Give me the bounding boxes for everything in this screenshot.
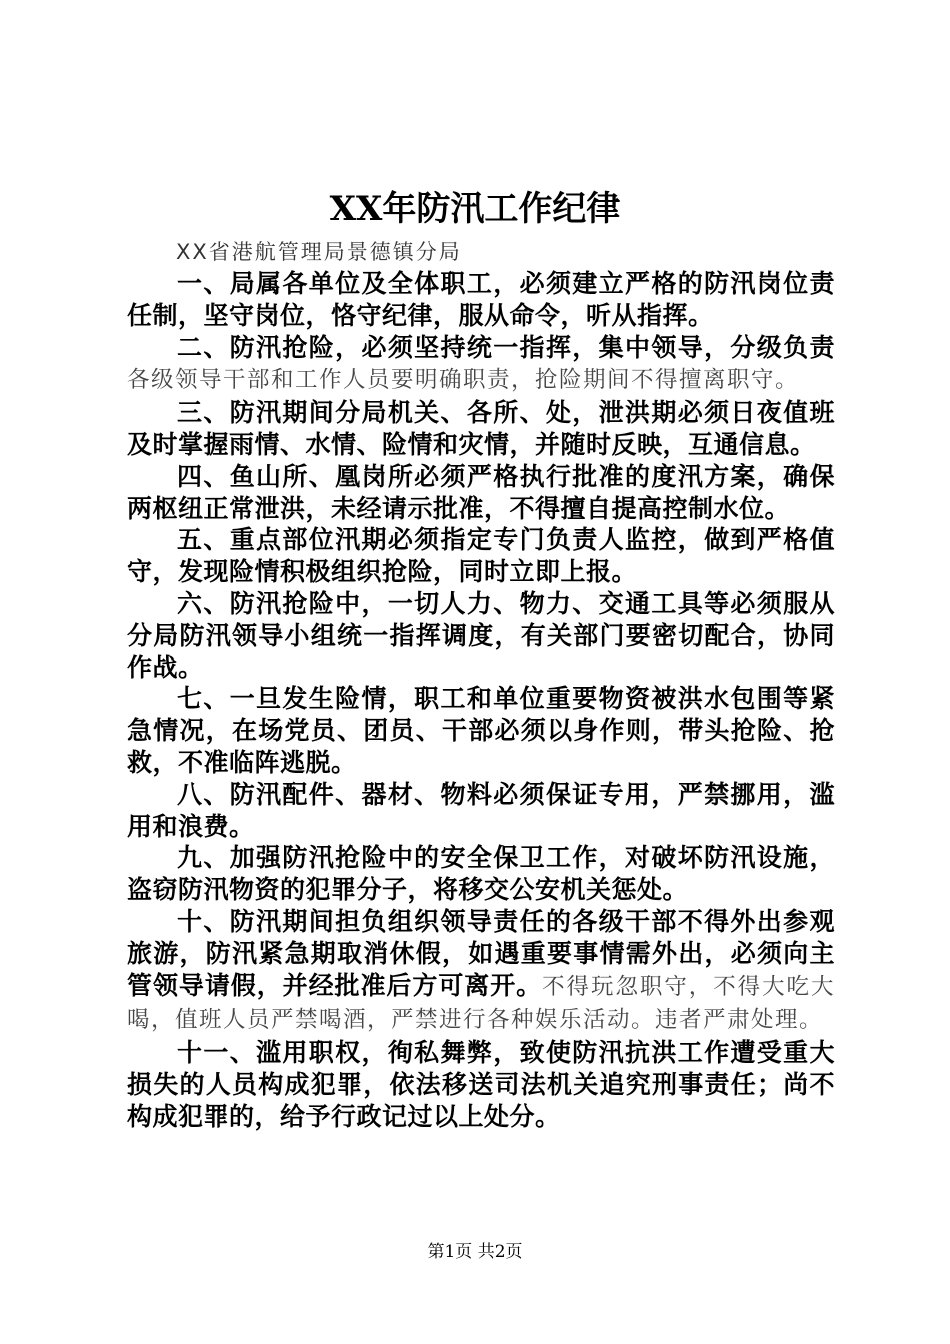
paragraph [127, 906, 835, 1037]
organization-name: XX省港航管理局景德镇分局 [176, 240, 462, 264]
paragraph [127, 588, 835, 683]
paragraph [127, 1037, 835, 1132]
paragraph-supplement-text: 不得玩忽职守，不得大吃大喝，值班人员严禁喝酒，严禁进行各种娱乐活动。违者严肃处理。 [127, 973, 835, 1034]
paragraph [127, 397, 835, 461]
paragraph-text: 二、防汛抢险，必须坚持统一指挥，集中领导，分级负责 [177, 332, 835, 362]
paragraph [127, 461, 835, 525]
paragraph [127, 842, 835, 906]
page-footer: 第1页 共2页 [427, 1242, 523, 1262]
paragraph-text: 六、防汛抢险中，一切人力、物力、交通工具等必须服从分局防汛领导小组统一指挥调度，有关部门要密切配合，协同作战。 [127, 588, 835, 682]
paragraph-supplement-text: 各级领导干部和工作人员要明确职责，抢险期间不得擅离职守。 [127, 367, 800, 394]
paragraph-text: 八、防汛配件、器材、物料必须保证专用，严禁挪用，滥用和浪费。 [127, 779, 835, 841]
paragraph-text: 五、重点部位汛期必须指定专门负责人监控，做到严格值守，发现险情积极组织抢险，同时立即上报。 [127, 525, 835, 587]
paragraph [127, 332, 835, 398]
paragraph [127, 779, 835, 843]
document-title: XX年防汛工作纪律 [329, 189, 621, 229]
paragraph-text: 七、一旦发生险情，职工和单位重要物资被洪水包围等紧急情况，在场党员、团员、干部必须以身作则，带头抢险、抢救，不准临阵逃脱。 [127, 684, 835, 777]
paragraph-text: 四、鱼山所、凰岗所必须严格执行批准的度汛方案，确保两枢纽正常泄洪，未经请示批准，不得擅自提高控制水位。 [127, 461, 835, 523]
document-body [127, 268, 835, 1133]
paragraph-text: 三、防汛期间分局机关、各所、处，泄洪期必须日夜值班及时掌握雨情、水情、险情和灾情，并随时反映，互通信息。 [127, 398, 835, 459]
paragraph [127, 683, 835, 778]
paragraph [127, 268, 835, 332]
paragraph-text: 一、局属各单位及全体职工，必须建立严格的防汛岗位责任制，坚守岗位，恪守纪律，服从命令，听从指挥。 [127, 269, 835, 330]
paragraph-text: 十一、滥用职权，徇私舞弊，致使防汛抗洪工作遭受重大损失的人员构成犯罪，依法移送司法机关追究刑事责任；尚不构成犯罪的，给予行政记过以上处分。 [127, 1038, 835, 1131]
paragraph-text: 九、加强防汛抢险中的安全保卫工作，对破坏防汛设施，盗窃防汛物资的犯罪分子，将移交公安机关惩处。 [127, 843, 835, 905]
paragraph [127, 524, 835, 588]
paragraph-text: 十、防汛期间担负组织领导责任的各级干部不得外出参观旅游，防汛紧急期取消休假，如遇重要事情需外出，必须向主管领导请假，并经批准后方可离开。 [127, 906, 835, 1000]
